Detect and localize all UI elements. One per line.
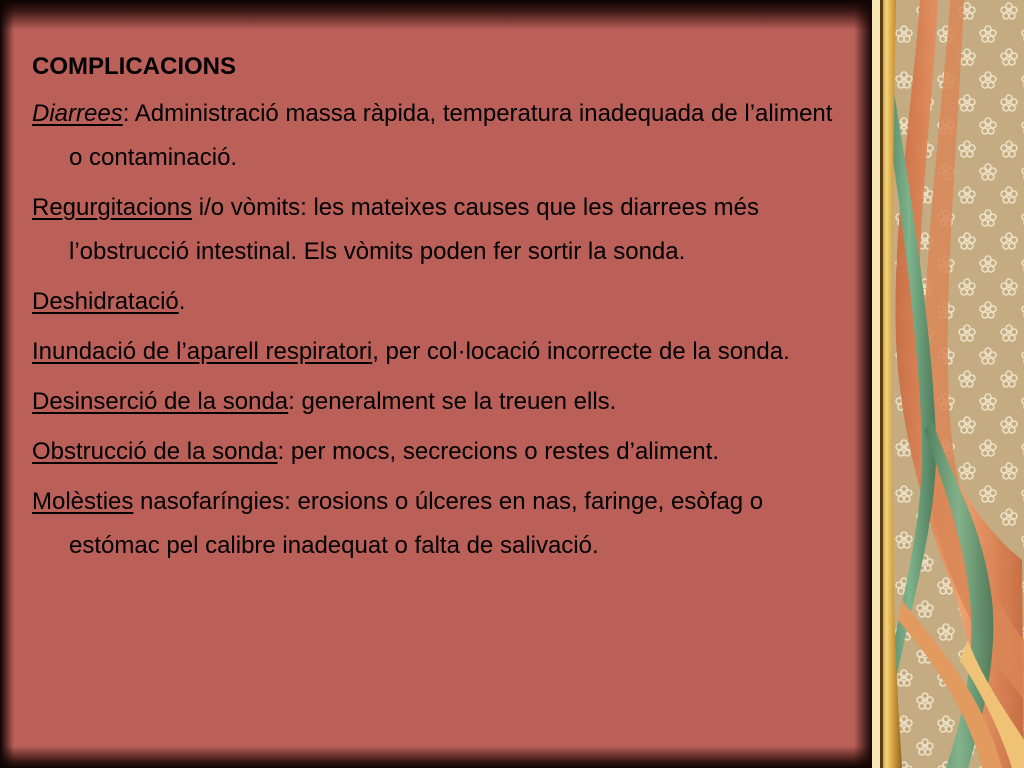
panel-shadow-right xyxy=(854,0,872,768)
term-inundacio: Inundació de l’aparell respiratori xyxy=(32,338,373,365)
list-item-regurgitacions xyxy=(32,186,847,274)
slide-heading: COMPLICACIONS xyxy=(32,53,236,80)
slide-text xyxy=(32,48,847,568)
item-text: nasofaríngies: erosions o úlceres en nas, faringe, esòfag o estómac pel calibre inadequat o falta de salivació. xyxy=(69,488,764,559)
panel-shadow-bottom xyxy=(0,746,872,768)
item-text: : generalment se la treuen ells. xyxy=(288,388,617,415)
list-item-molesties xyxy=(32,480,847,568)
item-text: : per mocs, secrecions o restes d’aliment. xyxy=(277,438,719,465)
term-molesties: Molèsties xyxy=(32,488,134,515)
term-desinsercio: Desinserció de la sonda xyxy=(32,388,289,415)
panel-shadow-top xyxy=(0,0,872,30)
item-text: . xyxy=(178,288,186,315)
list-item-deshidratacio xyxy=(32,280,847,324)
list-item-desinsercio xyxy=(32,380,847,424)
item-text: , per col·locació incorrecte de la sonda. xyxy=(372,338,790,365)
item-text: i/o vòmits: les mateixes causes que les diarrees més l’obstrucció intestinal. Els vòmits poden fer sortir la sonda. xyxy=(69,194,759,265)
panel-shadow-left xyxy=(0,0,14,768)
term-deshidratacio: Deshidratació xyxy=(32,288,179,315)
term-regurgitacions: Regurgitacions xyxy=(32,194,193,221)
list-item-inundacio xyxy=(32,330,847,374)
list-item-obstruccio xyxy=(32,430,847,474)
decorative-drape xyxy=(872,0,1024,768)
term-diarrees: Diarrees xyxy=(32,100,123,127)
list-item-diarrees xyxy=(32,92,847,180)
item-text: : Administració massa ràpida, temperatura inadequada de l’aliment o contaminació. xyxy=(69,100,833,171)
term-obstruccio: Obstrucció de la sonda xyxy=(32,438,278,465)
